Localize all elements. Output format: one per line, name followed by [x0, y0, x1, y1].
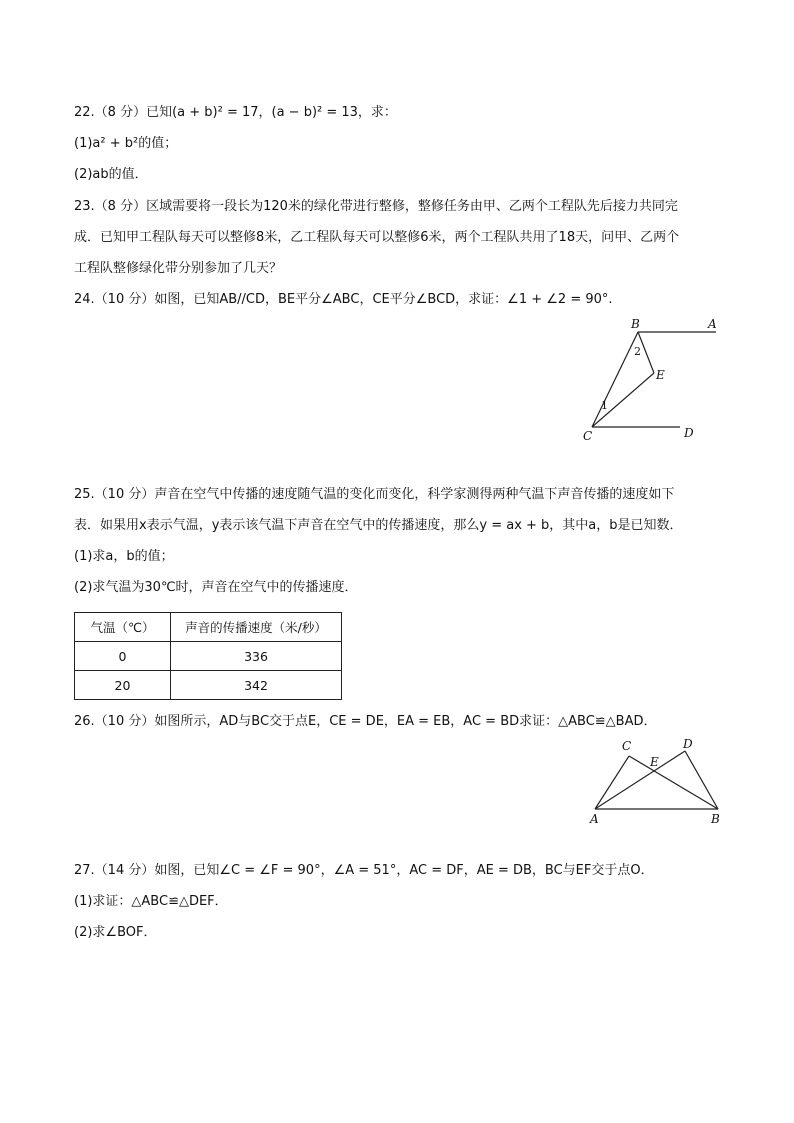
q22-heading: 22.（8 分）已知(a + b)² = 17，(a − b)² = 13，求： [74, 105, 397, 120]
label-d: D [684, 426, 694, 440]
label-a: A [708, 317, 717, 331]
line-bc [629, 756, 718, 809]
label-a: A [590, 812, 599, 826]
q25-part2: (2)求气温为30℃时，声音在空气中的传播速度． [74, 580, 358, 595]
q26-heading: 26.（10 分）如图所示，AD与BC交于点E，CE = DE，EA = EB，AC = BD求证：△ABC≌△BAD． [74, 714, 657, 729]
q22-part1: (1)a² + b²的值； [74, 136, 178, 151]
q27-part1: (1)求证：△ABC≌△DEF． [74, 894, 228, 909]
label-b: B [631, 317, 640, 331]
q25-line2: 表．如果用x表示气温，y表示该气温下声音在空气中的传播速度，那么y = ax + b，其中a，b是已知数． [74, 518, 683, 533]
q25-part1: (1)求a，b的值； [74, 549, 174, 564]
table-row [75, 671, 342, 700]
table-cell: 20 [75, 671, 171, 700]
line-ac [595, 756, 629, 809]
q24-heading: 24.（10 分）如图，已知AB//CD，BE平分∠ABC，CE平分∠BCD，求证：∠1 + ∠2 = 90°. [74, 292, 613, 307]
label-d: D [683, 737, 693, 751]
q24-figure [575, 312, 725, 450]
q26-figure [583, 734, 728, 826]
q27-part2: (2)求∠BOF． [74, 925, 157, 940]
table-cell: 342 [171, 671, 342, 700]
label-b: B [711, 812, 720, 826]
table-row [75, 642, 342, 671]
q22-part2: (2)ab的值． [74, 167, 148, 182]
label-e: E [650, 755, 659, 769]
line-bc [592, 332, 638, 427]
table-header-speed: 声音的传播速度（米/秒） [171, 613, 342, 642]
table-cell: 336 [171, 642, 342, 671]
speed-table [74, 612, 342, 700]
line-ad [595, 751, 685, 809]
label-e: E [656, 368, 665, 382]
q23-line3: 工程队整修绿化带分别参加了几天？ [74, 261, 283, 276]
table-cell: 0 [75, 642, 171, 671]
q27-heading: 27.（14 分）如图，已知∠C = ∠F = 90°，∠A = 51°，AC = DF，AE = DB，BC与EF交于点O． [74, 863, 654, 878]
q25-line1: 25.（10 分）声音在空气中传播的速度随气温的变化而变化，科学家测得两种气温下声音传播的速度如下 [74, 487, 675, 502]
line-bd [685, 751, 718, 809]
label-c: C [622, 739, 632, 753]
angle-2-label: 2 [634, 345, 641, 358]
q23-line2: 成．已知甲工程队每天可以整修8米，乙工程队每天可以整修6米，两个工程队共用了18天，问甲、乙两个 [74, 230, 680, 245]
label-c: C [583, 429, 593, 443]
table-header-temp: 气温（℃） [75, 613, 171, 642]
q23-line1: 23.（8 分）区域需要将一段长为120米的绿化带进行整修，整修任务由甲、乙两个工程队先后接力共同完 [74, 199, 678, 214]
table-header-row [75, 613, 342, 642]
angle-1-label: 1 [601, 399, 608, 412]
